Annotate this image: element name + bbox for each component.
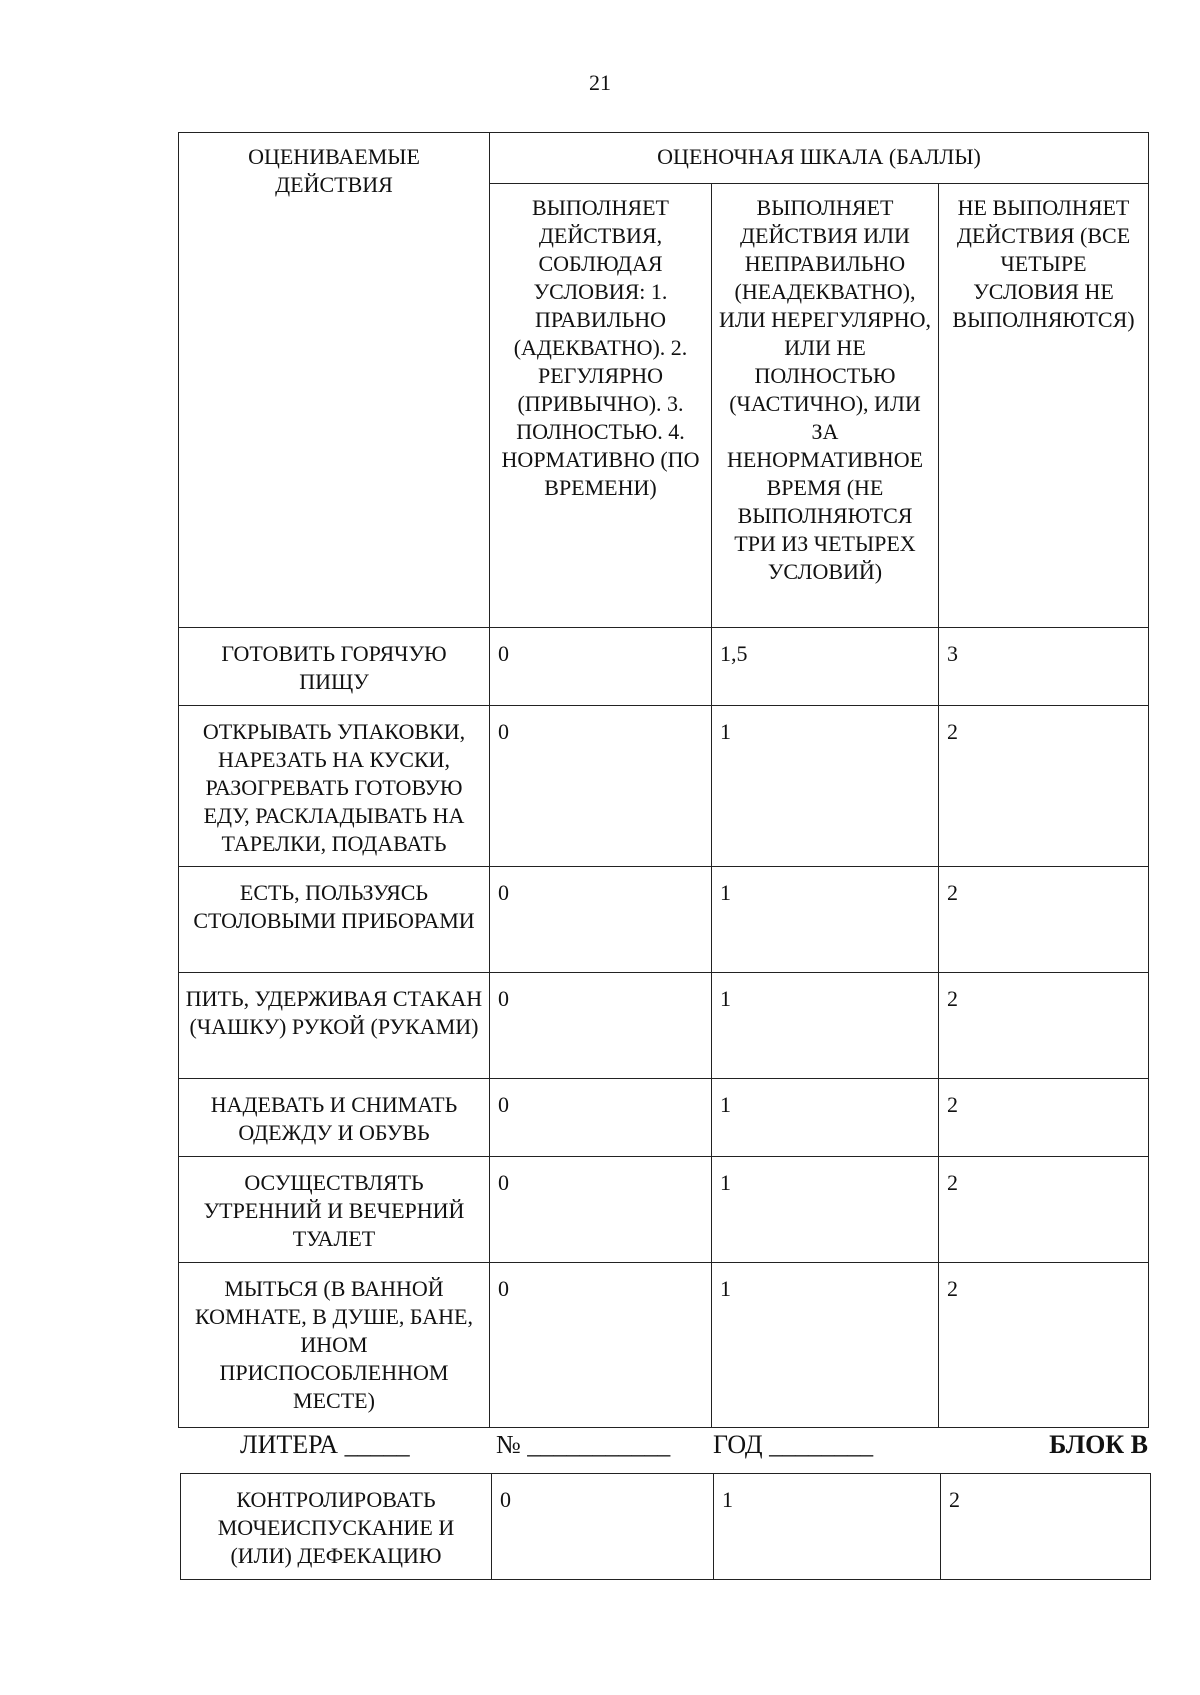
score-cell: 0: [490, 867, 712, 973]
score-cell: 0: [490, 973, 712, 1079]
score-cell: 2: [939, 706, 1149, 867]
action-cell: МЫТЬСЯ (В ВАННОЙ КОМНАТЕ, В ДУШЕ, БАНЕ, ИНОМ ПРИСПОСОБЛЕННОМ МЕСТЕ): [179, 1263, 490, 1428]
block-v-table: [180, 1473, 1151, 1580]
score-cell: 2: [939, 1157, 1149, 1263]
block-title: БЛОК В: [1049, 1430, 1148, 1459]
action-cell: ОТКРЫВАТЬ УПАКОВКИ, НАРЕЗАТЬ НА КУСКИ, РАЗОГРЕВАТЬ ГОТОВУЮ ЕДУ, РАСКЛАДЫВАТЬ НА ТАРЕЛКИ, ПОДАВАТЬ: [179, 706, 490, 867]
action-cell: ПИТЬ, УДЕРЖИВАЯ СТАКАН (ЧАШКУ) РУКОЙ (РУКАМИ): [179, 973, 490, 1079]
table-row: [179, 1157, 1149, 1263]
score-cell: 1: [712, 1157, 939, 1263]
header-col3: НЕ ВЫПОЛНЯЕТ ДЕЙСТВИЯ (ВСЕ ЧЕТЫРЕ УСЛОВИЯ НЕ ВЫПОЛНЯЮТСЯ): [939, 184, 1149, 628]
number-field: № ___________: [496, 1430, 671, 1459]
header-col1: ВЫПОЛНЯЕТ ДЕЙСТВИЯ, СОБЛЮДАЯ УСЛОВИЯ: 1. ПРАВИЛЬНО (АДЕКВАТНО). 2. РЕГУЛЯРНО (ПРИВЫЧНО). 3. ПОЛНОСТЬЮ. 4. НОРМАТИВНО (ПО ВРЕМЕНИ): [490, 184, 712, 628]
score-cell: 1: [712, 706, 939, 867]
score-cell: 0: [490, 1157, 712, 1263]
table-row: [179, 1079, 1149, 1157]
score-cell: 2: [939, 973, 1149, 1079]
score-cell: 2: [939, 867, 1149, 973]
score-cell: 0: [492, 1474, 714, 1580]
litera-field: ЛИТЕРА _____: [240, 1430, 410, 1459]
score-cell: 1: [712, 1263, 939, 1428]
table-row: [179, 1263, 1149, 1428]
action-cell: НАДЕВАТЬ И СНИМАТЬ ОДЕЖДУ И ОБУВЬ: [179, 1079, 490, 1157]
header-actions-title: ОЦЕНИВАЕМЫЕ ДЕЙСТВИЯ: [179, 133, 490, 628]
score-cell: 2: [939, 1263, 1149, 1428]
score-cell: 0: [490, 1079, 712, 1157]
score-cell: 2: [939, 1079, 1149, 1157]
score-cell: 1,5: [712, 628, 939, 706]
score-cell: 1: [712, 1079, 939, 1157]
table-row: [181, 1474, 1151, 1580]
score-cell: 1: [712, 867, 939, 973]
page-number: 21: [589, 70, 611, 95]
table-row: [179, 706, 1149, 867]
action-cell: ГОТОВИТЬ ГОРЯЧУЮ ПИЩУ: [179, 628, 490, 706]
action-cell: КОНТРОЛИРОВАТЬ МОЧЕИСПУСКАНИЕ И (ИЛИ) ДЕФЕКАЦИЮ: [181, 1474, 492, 1580]
score-cell: 2: [941, 1474, 1151, 1580]
action-cell: ЕСТЬ, ПОЛЬЗУЯСЬ СТОЛОВЫМИ ПРИБОРАМИ: [179, 867, 490, 973]
action-cell: ОСУЩЕСТВЛЯТЬ УТРЕННИЙ И ВЕЧЕРНИЙ ТУАЛЕТ: [179, 1157, 490, 1263]
score-cell: 0: [490, 706, 712, 867]
score-cell: 3: [939, 628, 1149, 706]
table-row: [179, 867, 1149, 973]
year-field: ГОД ________: [713, 1430, 874, 1459]
score-cell: 1: [712, 973, 939, 1079]
score-cell: 1: [714, 1474, 941, 1580]
score-cell: 0: [490, 1263, 712, 1428]
block-line: [178, 1430, 1148, 1466]
score-cell: 0: [490, 628, 712, 706]
header-col2: ВЫПОЛНЯЕТ ДЕЙСТВИЯ ИЛИ НЕПРАВИЛЬНО (НЕАДЕКВАТНО), ИЛИ НЕРЕГУЛЯРНО, ИЛИ НЕ ПОЛНОСТЬЮ (ЧАСТИЧНО), ИЛИ ЗА НЕНОРМАТИВНОЕ ВРЕМЯ (НЕ ВЫПОЛНЯЮТСЯ ТРИ ИЗ ЧЕТЫРЕХ УСЛОВИЙ): [712, 184, 939, 628]
header-row: [179, 133, 1149, 184]
header-scale-title: ОЦЕНОЧНАЯ ШКАЛА (БАЛЛЫ): [490, 133, 1149, 184]
table-row: [179, 628, 1149, 706]
table-row: [179, 973, 1149, 1079]
assessment-table: [178, 132, 1149, 1428]
